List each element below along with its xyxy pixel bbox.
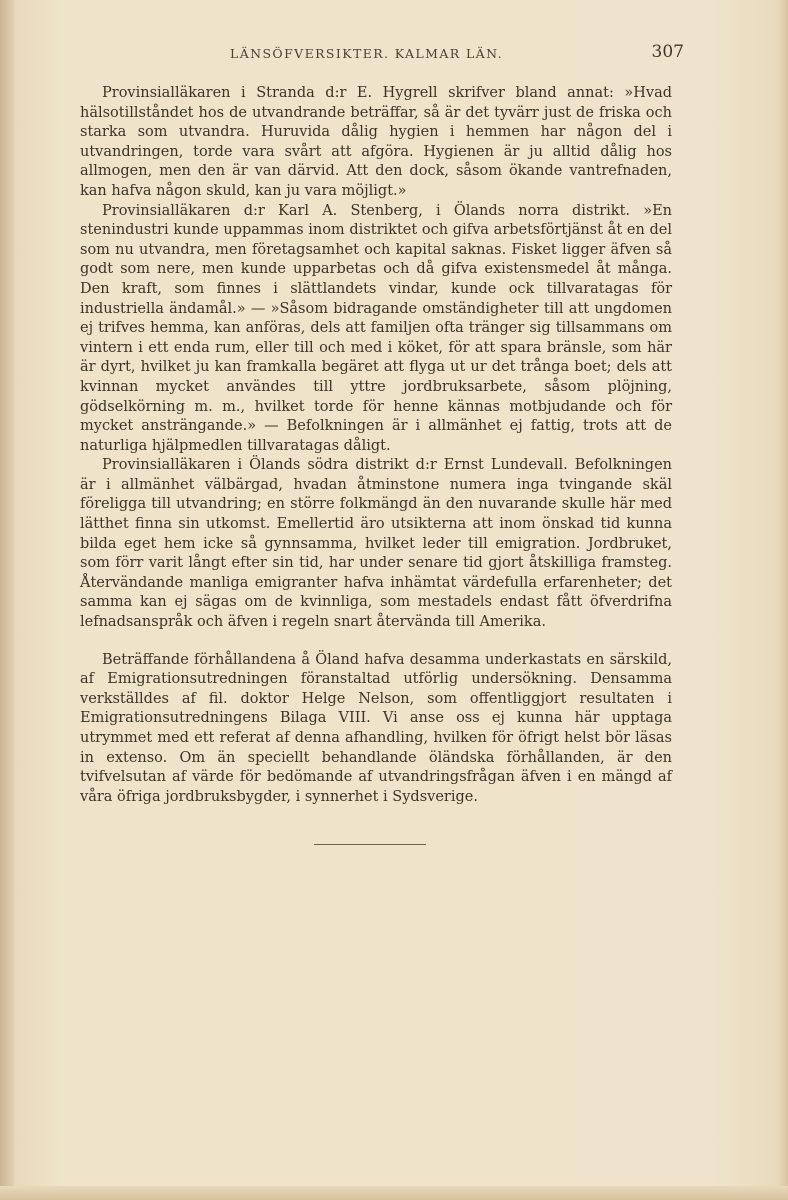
paragraph-stranda: Provinsialläkaren i Stranda d:r E. Hygrell skrifver bland annat: »Hvad hälsotillståndet hos de utvandrande beträffar, så är det tyvärr just de friska och starka som utvandra. Huruvida dålig hygien i hemmen har någon del i utvandringen, torde vara svårt att afgöra. Hygienen är ju alltid dålig hos allmogen, men den är van därvid. Att den dock, såsom ökande vantrefnaden, kan hafva någon skuld, kan ju vara möjligt.» (80, 85, 672, 199)
page-header (80, 44, 684, 64)
paragraph-olands-norra: Provinsialläkaren d:r Karl A. Stenberg, i Ölands norra distrikt. »En stenindustri kunde uppammas inom distriktet och gifva arbetsförtjänst åt en del som nu utvandra, men företagsamhet och kapital saknas. Fisket ligger äfven så godt som nere, men kunde upparbetas och då gifva existensmedel åt många. Den kraft, som finnes i slättlandets vindar, kunde ock tillvaratagas för industriella ändamål.» — »Såsom bidragande omständigheter till att ungdomen ej trifves hemma, kan anföras, dels att familjen ofta tränger sig tillsammans om vintern i ett enda rum, eller till och med i köket, för att spara bränsle, som här är dyrt, hvilket ju kan framkalla begäret att flyga ut ur det trånga boet; dels att kvinnan mycket användes till yttre jordbruksarbete, såsom plöjning, gödselkörning m. m., hvilket torde för henne kännas motbjudande och för mycket ansträngande.» — Befolkningen är i allmänhet ej fattig, trots att de naturliga hjälpmedlen tillvaratagas dåligt. (80, 202, 672, 454)
section-divider (314, 844, 426, 845)
running-head: LÄNSÖFVERSIKTER. KALMAR LÄN. (230, 46, 503, 61)
body-text (80, 84, 672, 807)
page-bottom-edge (0, 1186, 788, 1200)
page-number: 307 (651, 42, 684, 62)
book-spine-shadow (0, 0, 14, 1200)
paragraph-oland-summary: Beträffande förhållandena å Öland hafva desamma underkastats en särskild, af Emigrationsutredningen föranstaltad utförlig undersökning. Densamma verkställdes af fil. doktor Helge Nelson, som offentliggjort resultaten i Emigrationsutredningens Bilaga VIII. Vi anse oss ej kunna här upptaga utrymmet med ett referat af denna afhandling, hvilken för öfrigt helst bör läsas in extenso. Om än speciellt behandlande öländska förhållanden, är den tvifvelsutan af värde för bedömande af utvandringsfrågan äfven i en mängd af våra öfriga jordbruksbygder, i synnerhet i Sydsverige. (80, 651, 672, 805)
paragraph-olands-sodra: Provinsialläkaren i Ölands södra distrikt d:r Ernst Lundevall. Befolkningen är i allmänhet välbärgad, hvadan åtminstone numera inga tvingande skäl föreligga till utvandring; en större folkmängd än den nuvarande skulle här med lätthet finna sin utkomst. Emellertid äro utsikterna att inom önskad tid kunna bilda eget hem icke så gynnsamma, hvilket leder till emigration. Jordbruket, som förr varit långt efter sin tid, har under senare tid gjort åtskilliga framsteg. Återvändande manliga emigranter hafva inhämtat värdefulla erfarenheter; det samma kan ej sägas om de kvinnliga, som mestadels endast fått öfverdrifna lefnadsanspråk och äfven i regeln snart återvända till Amerika. (80, 457, 672, 631)
page-edge (778, 0, 788, 1200)
